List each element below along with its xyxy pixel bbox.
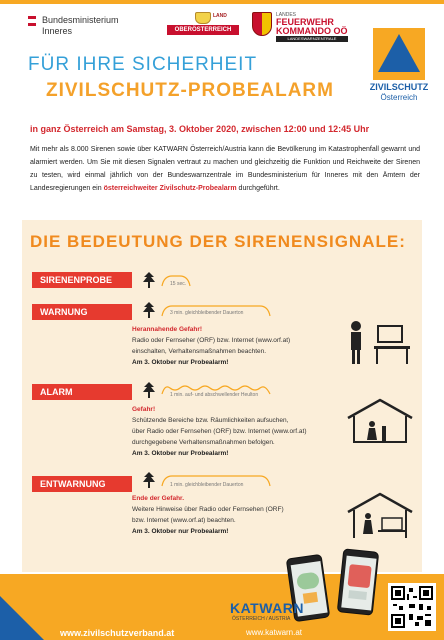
qr-code-icon[interactable]: [388, 583, 436, 631]
siren-icon: [142, 382, 156, 398]
fw-name: [276, 18, 348, 36]
phone-image: [337, 548, 379, 615]
land-label: LAND: [213, 13, 227, 19]
siren-icon: [142, 302, 156, 318]
desc-title: Herannahende Gefahr!: [132, 326, 203, 333]
house-shelter-icon: [344, 396, 416, 444]
ministry-name-line1: Bundesministerium: [42, 15, 119, 25]
signal-duration-alarm: 1 min. auf- und abschwellender Heulton: [170, 392, 259, 398]
signal-desc-warnung: [132, 324, 342, 368]
signal-desc-entwarnung: [132, 493, 342, 537]
date-line: in ganz Österreich am Samstag, 3. Oktober 2020, zwischen 12:00 und 12:45 Uhr: [30, 124, 370, 134]
person-at-tv-icon: [344, 316, 414, 366]
house-all-clear-icon: [344, 490, 416, 540]
zs-subtitle: Österreich: [380, 93, 418, 102]
crest-icon: [195, 12, 211, 24]
top-accent-bar: [0, 0, 444, 4]
page-title-line2: ZIVILSCHUTZ-PROBEALARM: [46, 80, 334, 101]
page-title-line1: FÜR IHRE SICHERHEIT: [28, 54, 258, 75]
desc-title: Ende der Gefahr.: [132, 495, 185, 502]
signal-curve-sirenenprobe: [160, 274, 220, 288]
austria-flag-icon: [28, 16, 36, 26]
signal-desc-alarm: [132, 404, 342, 459]
desc-line: Radio oder Fernseher (ORF) bzw. Internet (www.orf.at): [132, 337, 291, 344]
signal-label-warnung: WARNUNG: [32, 304, 132, 320]
desc-note: Am 3. Oktober nur Probealarm!: [132, 450, 229, 457]
zs-name: ZIVILSCHUTZ: [369, 82, 429, 92]
feuerwehr-logo: [252, 12, 348, 42]
katwarn-link[interactable]: www.katwarn.at: [246, 628, 303, 637]
intro-paragraph: [30, 143, 420, 195]
katwarn-subtitle: ÖSTERREICH / AUSTRIA: [232, 616, 291, 622]
fw-subline: LANDESWARNZENTRALE: [276, 36, 348, 42]
signals-heading: DIE BEDEUTUNG DER SIRENENSIGNALE:: [30, 232, 406, 251]
desc-line: durchgegebene Verhaltensmaßnahmen befolgen.: [132, 439, 275, 446]
desc-line: Schützende Bereiche bzw. Räumlichkeiten aufsuchen,: [132, 417, 289, 424]
fw-small-label: LANDES: [276, 12, 297, 18]
intro-text-end: durchgeführt.: [236, 185, 280, 192]
ministry-name-line2: Inneres: [42, 26, 73, 36]
land-name: OBERÖSTERREICH: [167, 25, 239, 35]
desc-line: Weitere Hinweise über Radio oder Fernsehen (ORF): [132, 506, 284, 513]
zivilschutz-logo: [368, 28, 430, 108]
shield-icon: [252, 12, 272, 36]
signal-duration-sirenenprobe: 15 sec.: [170, 281, 187, 287]
signal-duration-warnung: 3 min. gleichbleibender Dauerton: [170, 310, 244, 316]
desc-title: Gefahr!: [132, 406, 156, 413]
desc-note: Am 3. Oktober nur Probealarm!: [132, 528, 229, 535]
civil-defense-triangle-icon: [373, 28, 425, 80]
signal-duration-entwarnung: 1 min. gleichbleibender Dauerton: [170, 482, 244, 488]
desc-line: über Radio oder Fernsehen (ORF) bzw. Internet (www.orf.at): [132, 428, 307, 435]
signal-label-alarm: ALARM: [32, 384, 132, 400]
siren-icon: [142, 272, 156, 288]
signals-panel: [22, 220, 422, 572]
katwarn-logo: KATWARN: [230, 600, 305, 616]
fw-name-line1: FEUERWEHR: [276, 17, 334, 27]
civil-defense-triangle-icon: [0, 590, 60, 640]
siren-icon: [142, 472, 156, 488]
signal-label-entwarnung: ENTWARNUNG: [32, 476, 132, 492]
signal-label-sirenenprobe: SIRENENPROBE: [32, 272, 132, 288]
land-oberoesterreich-logo: [167, 12, 239, 42]
qr-code-pattern: [391, 586, 433, 628]
zivilschutz-link[interactable]: www.zivilschutzverband.at: [60, 628, 175, 638]
intro-highlight: österreichweiter Zivilschutz-Probealarm: [103, 185, 237, 192]
desc-note: Am 3. Oktober nur Probealarm!: [132, 359, 229, 366]
fw-name-line2: KOMMANDO OÖ: [276, 26, 348, 36]
desc-line: einschalten, Verhaltensmaßnahmen beachten.: [132, 348, 267, 355]
desc-line: bzw. Internet (www.orf.at) beachten.: [132, 517, 236, 524]
intro-text: Mit mehr als 8.000 Sirenen sowie über KATWARN Österreich/Austria kann die Bevölkerung im Katastrophenfall gewarnt und alarmiert werden. Um Sie mit diesen Signalen vertraut zu machen und gleichzeitig die Funktion und Reichweite der Sirenen zu testen, wird einmal jährlich von der Bundeswarnzentrale im Bundesministerium für Inneres mit den Ämtern der Landesregierungen ein: [30, 146, 420, 192]
